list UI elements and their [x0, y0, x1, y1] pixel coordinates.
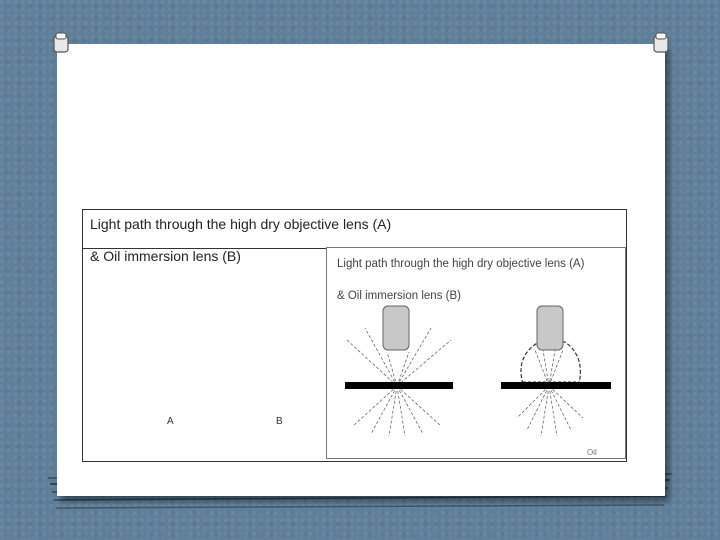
dry-lens-diagram [345, 306, 453, 436]
pin-icon [52, 32, 70, 54]
slide-title-line-2: & Oil immersion lens (B) [90, 248, 241, 264]
oil-lens-diagram [501, 306, 611, 436]
objective-lens-icon [383, 306, 409, 350]
pin-icon [652, 32, 670, 54]
label-a: A [167, 416, 174, 427]
objective-lens-icon [537, 306, 563, 350]
light-rays-b [517, 350, 583, 436]
figure-caption-line-2: & Oil immersion lens (B) [337, 290, 461, 302]
figure-caption-line-1: Light path through the high dry objective lens (A) [337, 258, 585, 270]
glass-slide-icon [345, 382, 453, 389]
label-b: B [276, 416, 283, 427]
oil-label: Oil [587, 448, 597, 457]
slide-title-line-1: Light path through the high dry objective lens (A) [90, 216, 392, 232]
glass-slide-icon [501, 382, 611, 389]
figure-inset [326, 247, 626, 459]
lens-diagram [327, 248, 626, 459]
